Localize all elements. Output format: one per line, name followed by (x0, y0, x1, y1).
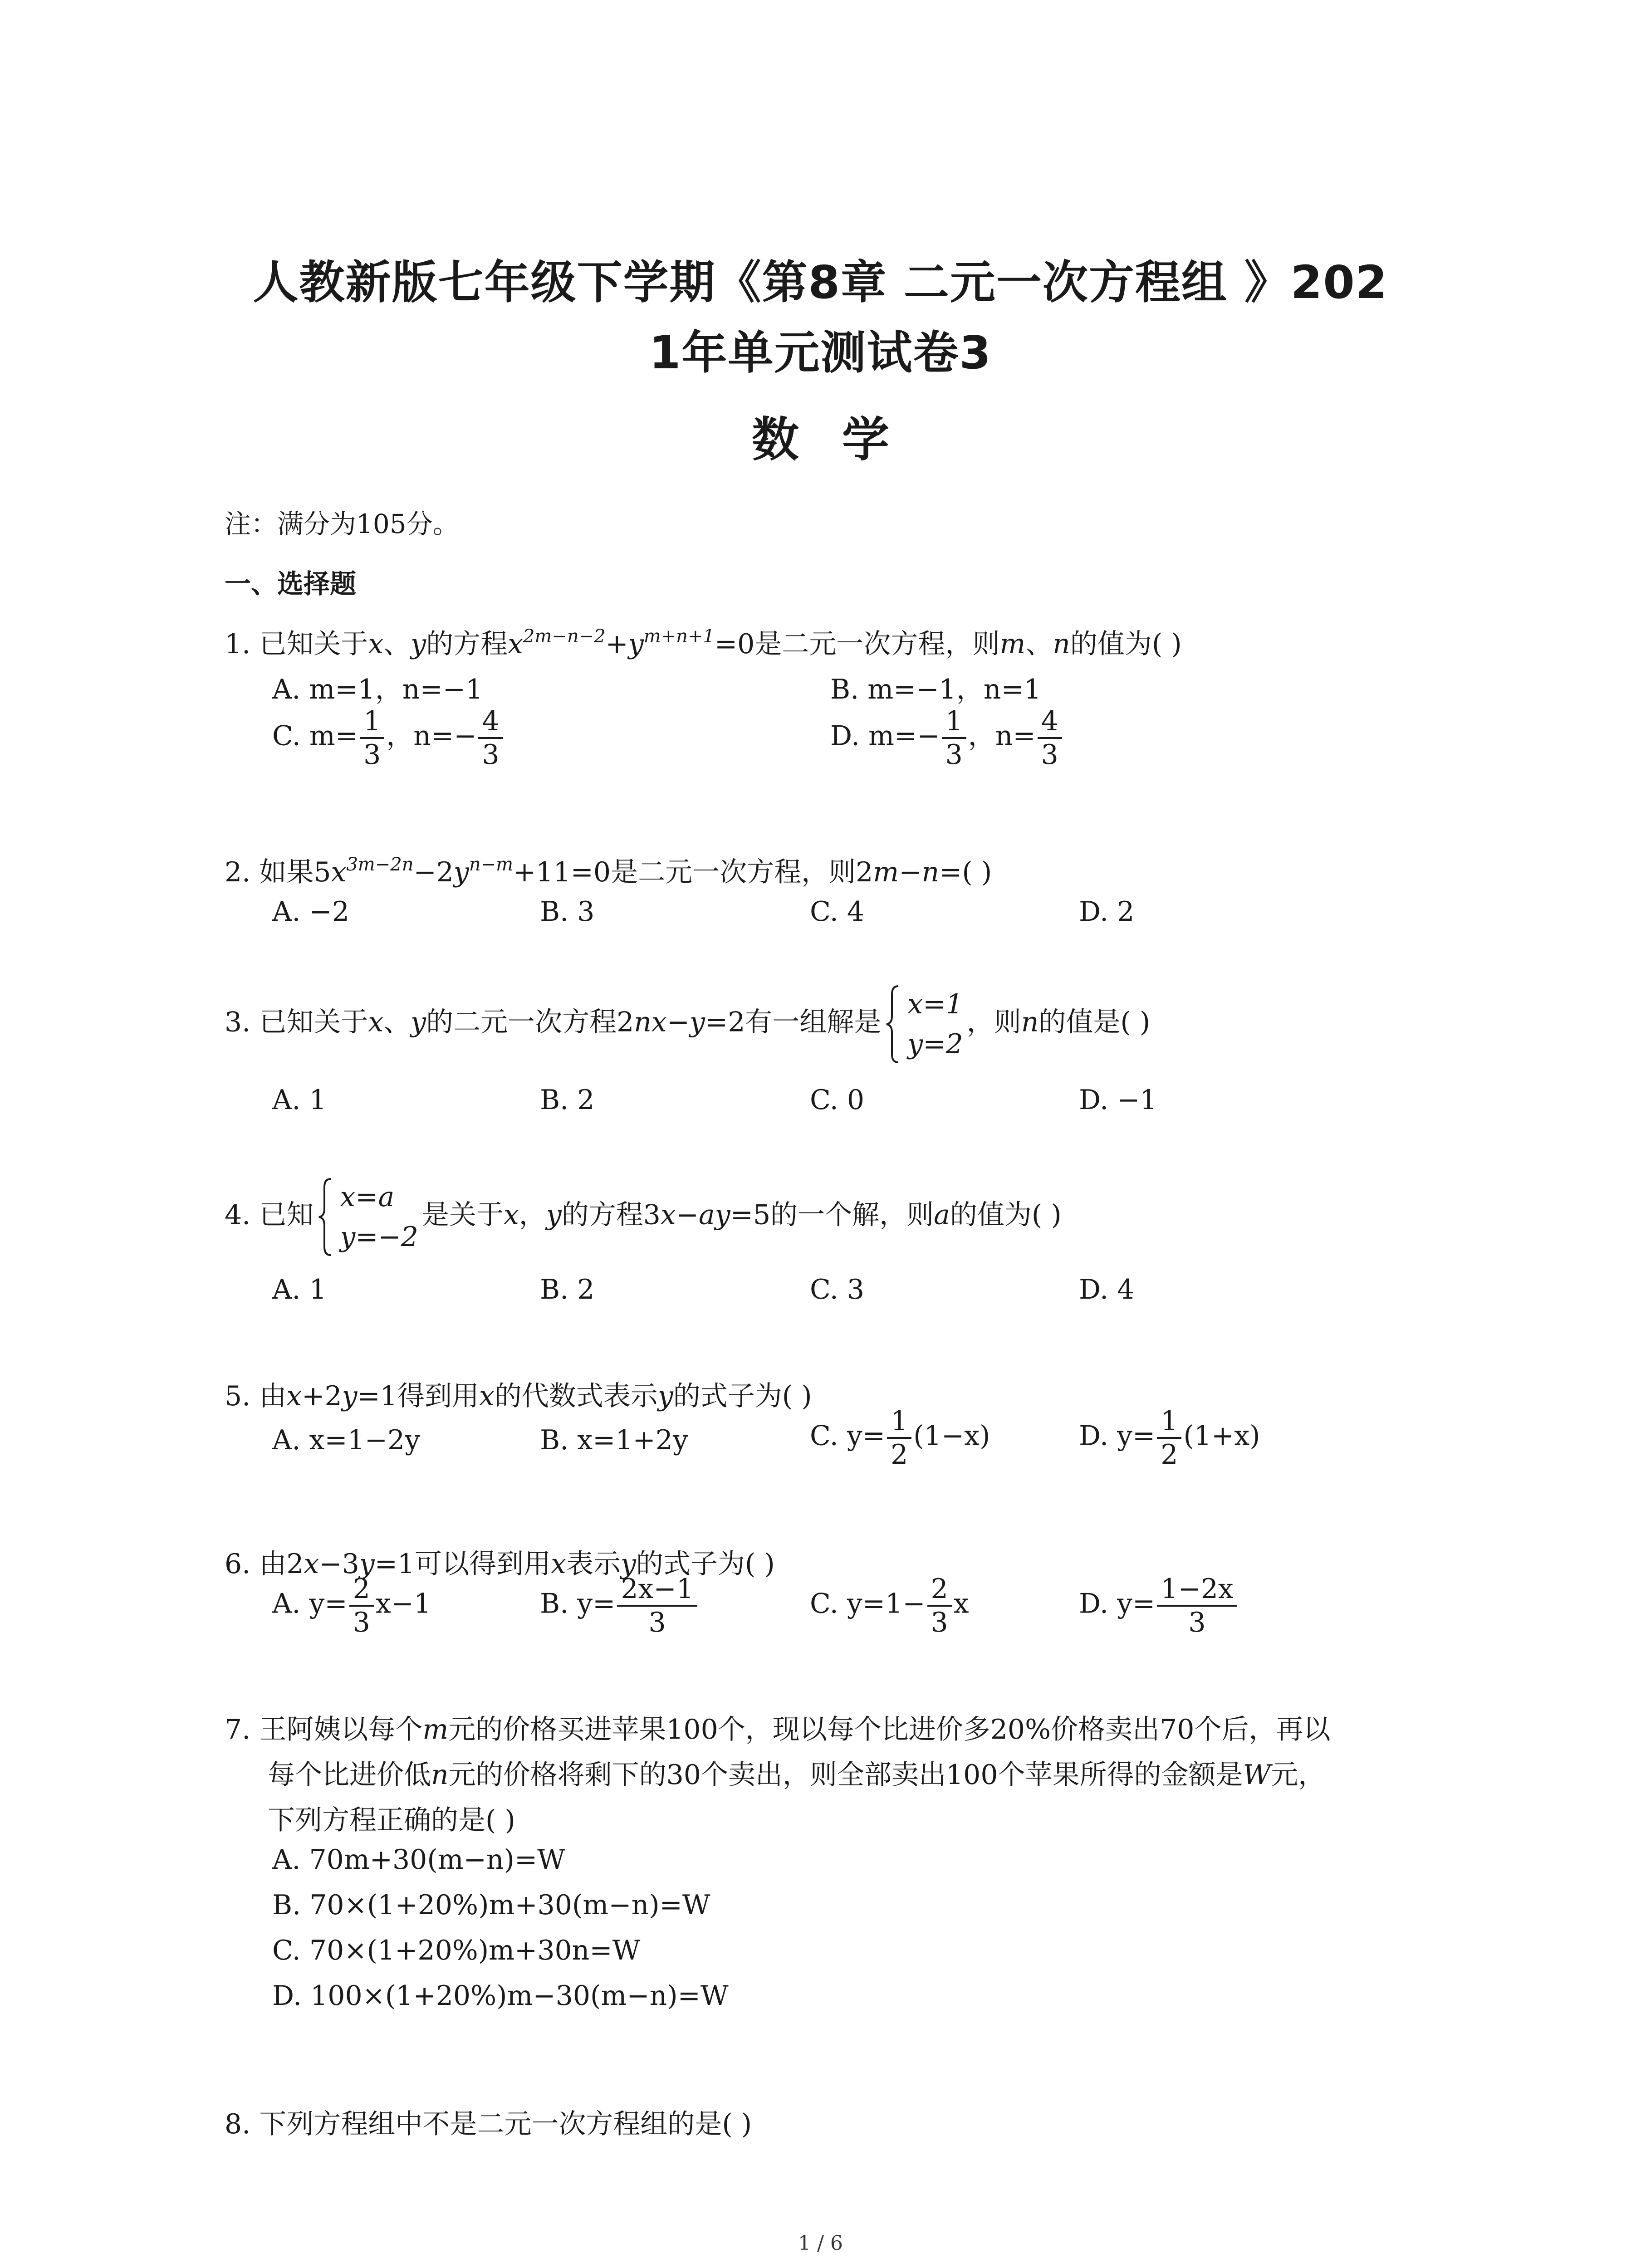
fraction: $\frac{1}{2}$ (1157, 1405, 1181, 1471)
question-6-option-b[interactable]: B. y= $\frac{2x-1}{3}$ (540, 1573, 699, 1638)
question-4-option-c[interactable]: C. 3 (810, 1274, 865, 1305)
question-3-option-b[interactable]: B. 2 (540, 1084, 595, 1116)
question-1-option-d[interactable]: D. m=− $\frac{1}{3}$ ，n= $\frac{4}{3}$ (830, 705, 1064, 771)
question-4-stem: 4. 已知 x=a y=−2 是关于x，y的方程3x−ay=5的一个解，则a的值为( ) (225, 1177, 1062, 1257)
fraction: $\frac{2x-1}{3}$ (617, 1573, 697, 1638)
fraction: $\frac{1}{3}$ (942, 705, 966, 771)
question-3-option-d[interactable]: D. −1 (1079, 1084, 1157, 1116)
question-1-option-c[interactable]: C. m= $\frac{1}{3}$ ，n=− $\frac{4}{3}$ (272, 705, 505, 771)
question-7-option-a[interactable]: A. 70m+30(m−n)=W (272, 1844, 565, 1876)
question-1-option-b[interactable]: B. m=−1，n=1 (830, 674, 1041, 705)
question-3-option-a[interactable]: A. 1 (272, 1084, 327, 1116)
left-brace-icon (885, 984, 901, 1064)
question-4-option-b[interactable]: B. 2 (540, 1274, 595, 1305)
question-4-option-d[interactable]: D. 4 (1079, 1274, 1135, 1305)
equation-system: x=1 y=2 (885, 984, 963, 1064)
left-brace-icon (317, 1177, 333, 1257)
question-2-option-d[interactable]: D. 2 (1079, 896, 1135, 928)
question-7-stem-line-3: 下列方程正确的是( ) (268, 1804, 515, 1836)
question-6-stem: 6. 由2x−3y=1可以得到用x表示y的式子为( ) (225, 1548, 775, 1580)
question-8-stem: 8. 下列方程组中不是二元一次方程组的是( ) (225, 2108, 752, 2140)
equation-system: x=a y=−2 (317, 1177, 418, 1257)
question-3-stem: 3. 已知关于x、y的二元一次方程2nx−y=2有一组解是 x=1 y=2 ，则n的值是( ) (225, 984, 1150, 1064)
question-7-option-b[interactable]: B. 70×(1+20%)m+30(m−n)=W (272, 1889, 710, 1921)
fraction: $\frac{4}{3}$ (1038, 705, 1062, 771)
fraction: $\frac{4}{3}$ (478, 705, 503, 771)
score-note: 注：满分为105分。 (225, 508, 459, 539)
question-5-option-d[interactable]: D. y= $\frac{1}{2}$ (1+x) (1079, 1405, 1260, 1471)
question-2-stem: 2. 如果$5x^{3m-2n}-2y^{n-m}+11=0$是二元一次方程，则2m−n=( ) (225, 854, 992, 888)
question-6-option-d[interactable]: D. y= $\frac{1-2x}{3}$ (1079, 1573, 1239, 1638)
page-number: 1 / 6 (798, 2232, 843, 2255)
fraction: $\frac{1-2x}{3}$ (1157, 1573, 1237, 1638)
fraction: $\frac{1}{3}$ (360, 705, 384, 771)
question-2-option-c[interactable]: C. 4 (810, 896, 865, 928)
fraction: $\frac{2}{3}$ (349, 1573, 374, 1638)
document-title (159, 247, 1482, 388)
question-2-option-a[interactable]: A. −2 (272, 896, 349, 928)
title-line-2: 1年单元测试卷3 (649, 326, 992, 379)
question-2-option-b[interactable]: B. 3 (540, 896, 595, 928)
subject-heading: 数学 (751, 412, 932, 467)
question-7-option-d[interactable]: D. 100×(1+20%)m−30(m−n)=W (272, 1980, 729, 2012)
question-1-stem: 1. 已知关于x、y的方程$x^{2m-n-2}+y^{m+n+1}=0$是二元一次方程，则m、n的值为( ) (225, 626, 1182, 660)
fraction: $\frac{1}{2}$ (887, 1405, 911, 1471)
title-line-1: 人教新版七年级下学期《第8章 二元一次方程组 》202 (253, 256, 1388, 309)
question-7-stem-line-1: 7. 王阿姨以每个m元的价格买进苹果100个，现以每个比进价多20%价格卖出70个后，再以 (225, 1714, 1331, 1745)
question-5-option-c[interactable]: C. y= $\frac{1}{2}$ (1−x) (810, 1405, 990, 1471)
question-7-stem-line-2: 每个比进价低n元的价格将剩下的30个卖出，则全部卖出100个苹果所得的金额是W元， (268, 1759, 1326, 1791)
question-4-option-a[interactable]: A. 1 (272, 1274, 327, 1305)
fraction: $\frac{2}{3}$ (927, 1573, 952, 1638)
question-3-option-c[interactable]: C. 0 (810, 1084, 865, 1116)
question-6-option-a[interactable]: A. y= $\frac{2}{3}$ x−1 (272, 1573, 431, 1638)
question-6-option-c[interactable]: C. y=1− $\frac{2}{3}$ x (810, 1573, 969, 1638)
question-5-option-b[interactable]: B. x=1+2y (540, 1424, 688, 1456)
question-7-option-c[interactable]: C. 70×(1+20%)m+30n=W (272, 1935, 641, 1966)
question-5-option-a[interactable]: A. x=1−2y (272, 1424, 421, 1456)
section-heading: 一、选择题 (225, 568, 357, 599)
question-1-option-a[interactable]: A. m=1，n=−1 (272, 674, 483, 705)
question-5-stem: 5. 由x+2y=1得到用x的代数式表示y的式子为( ) (225, 1380, 812, 1412)
